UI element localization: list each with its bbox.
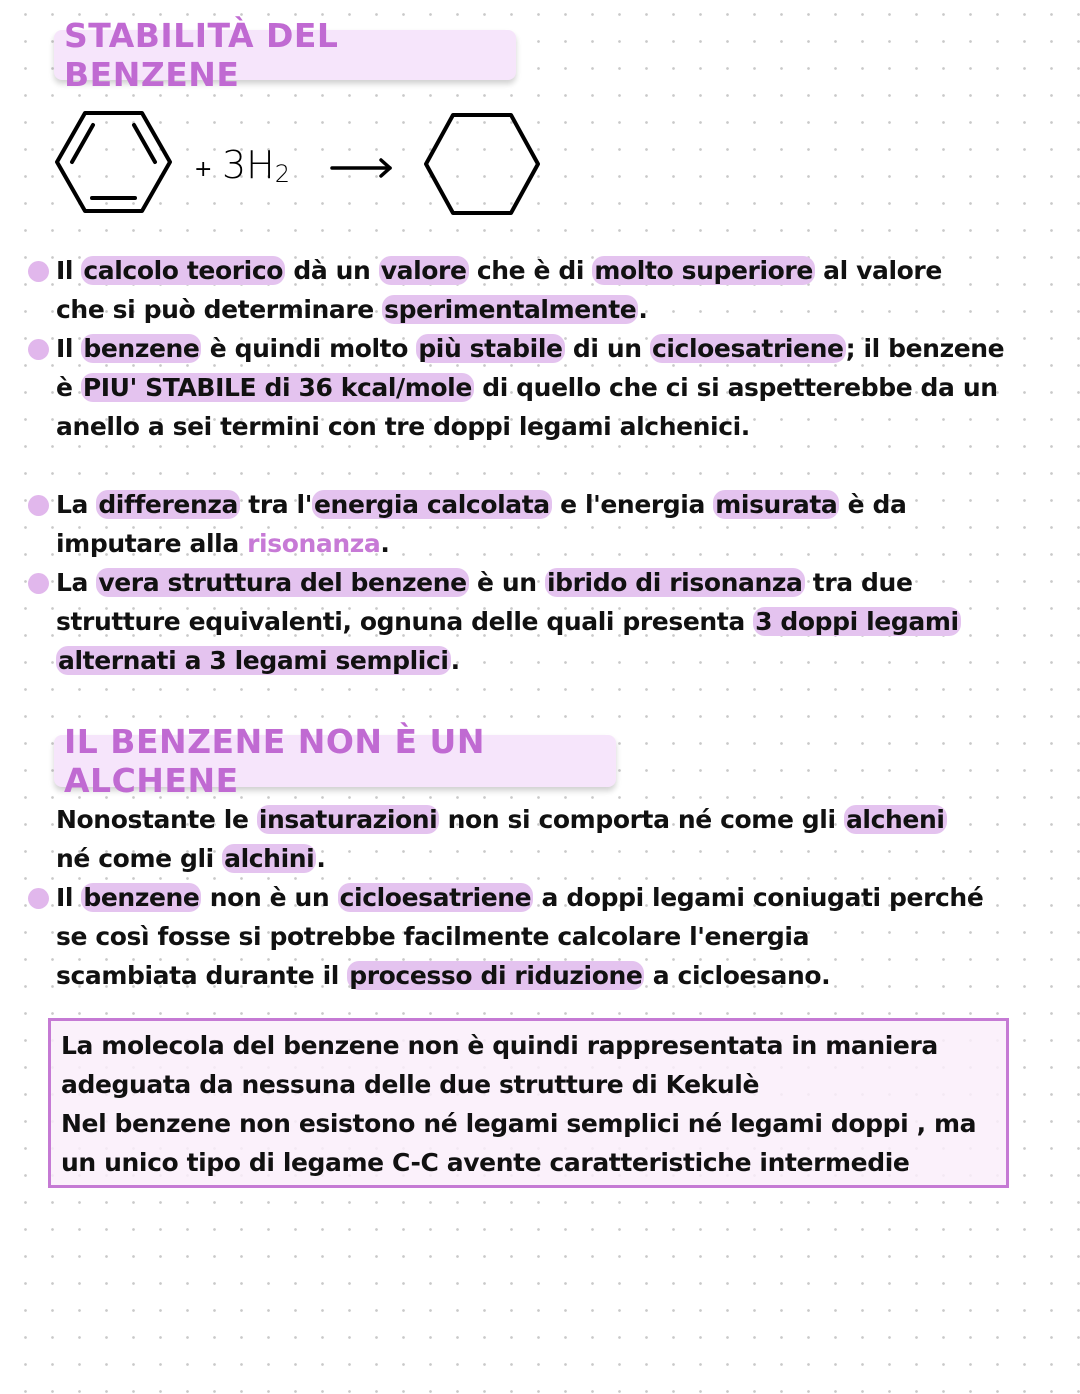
text-segment: a doppi legami coniugati perché (533, 883, 984, 912)
text-line (56, 800, 947, 839)
text-line (56, 290, 1004, 329)
highlighted-term: alternati a 3 legami semplici (58, 646, 449, 675)
highlighted-term: insaturazioni (258, 805, 438, 834)
text-line (56, 956, 983, 995)
text-segment: tra l' (240, 490, 312, 519)
stability-bullets-b (56, 485, 961, 680)
text-segment: ; il benzene (845, 334, 1005, 363)
text-segment: è quindi molto (201, 334, 417, 363)
text-segment: Il (56, 883, 82, 912)
bullet-dot-icon (28, 339, 49, 360)
text-segment: imputare alla (56, 529, 248, 558)
bullet-dot-icon (28, 261, 49, 282)
text-segment: . (316, 844, 326, 873)
text-segment: non è un (201, 883, 338, 912)
highlighted-term: più stabile (418, 334, 563, 363)
text-segment: è (56, 373, 81, 402)
text-line (56, 641, 961, 680)
text-segment: dà un (285, 256, 379, 285)
hydrogenation-reaction (0, 95, 1080, 235)
text-segment: se così fosse si potrebbe facilmente calcolare l'energia (56, 922, 810, 951)
conclusion-note-box (48, 1018, 1009, 1188)
text-segment: anello a sei termini con tre doppi legami alchenici. (56, 412, 750, 441)
text-segment: di un (564, 334, 650, 363)
text-segment: Il (56, 256, 82, 285)
note-line: un unico tipo di legame C-C avente caratteristiche intermedie (61, 1148, 910, 1177)
highlighted-term: misurata (715, 490, 838, 519)
text-segment: non si comporta né come gli (439, 805, 844, 834)
text-line (56, 839, 947, 878)
cyclohexane-ring-icon (426, 115, 538, 213)
stability-bullets-a (56, 251, 1004, 446)
text-segment: è un (468, 568, 545, 597)
note-line: adeguata da nessuna delle due strutture di Kekulè (61, 1070, 760, 1099)
text-line (56, 251, 1004, 290)
note-line: La molecola del benzene non è quindi rappresentata in maniera (61, 1031, 938, 1060)
highlighted-term: alcheni (845, 805, 945, 834)
not-alkene-intro (56, 800, 947, 878)
highlighted-term: differenza (98, 490, 238, 519)
colored-term: risonanza (247, 529, 381, 558)
text-segment: . (638, 295, 648, 324)
text-line (56, 407, 1004, 446)
reaction-arrow-icon (332, 160, 390, 176)
highlighted-term: alchini (224, 844, 315, 873)
highlighted-term: cicloesatriene (651, 334, 844, 363)
highlighted-term: energia calcolata (313, 490, 550, 519)
text-line (56, 602, 961, 641)
text-segment: e l'energia (551, 490, 714, 519)
highlighted-term: processo di riduzione (349, 961, 643, 990)
highlighted-term: 3 doppi legami (755, 607, 959, 636)
highlighted-term: cicloesatriene (339, 883, 532, 912)
highlighted-term: sperimentalmente (384, 295, 637, 324)
text-segment: che si può determinare (56, 295, 383, 324)
section-title-text: STABILITÀ DEL BENZENE (64, 16, 339, 94)
highlighted-term: benzene (83, 883, 200, 912)
note-line: Nel benzene non esistono né legami semplici né legami doppi , ma (61, 1109, 977, 1138)
section-title-stability (54, 16, 516, 94)
text-line (56, 878, 983, 917)
text-line (56, 329, 1004, 368)
text-line (56, 485, 961, 524)
bullet-dot-icon (28, 888, 49, 909)
text-segment: La (56, 490, 97, 519)
text-segment: scambiata durante il (56, 961, 348, 990)
plus-sign: + (194, 157, 213, 182)
text-segment: strutture equivalenti, ognuna delle quali presenta (56, 607, 754, 636)
benzene-ring-icon (57, 113, 170, 211)
section-title-text: IL BENZENE NON È UN ALCHENE (64, 722, 485, 800)
bullet-dot-icon (28, 495, 49, 516)
text-line (56, 917, 983, 956)
highlighted-term: calcolo teorico (83, 256, 284, 285)
text-segment: . (450, 646, 460, 675)
text-segment: che è di (468, 256, 593, 285)
text-segment: di quello che ci si aspetterebbe da un (473, 373, 998, 402)
highlighted-term: molto superiore (594, 256, 813, 285)
highlighted-term: ibrido di risonanza (546, 568, 803, 597)
text-line (56, 524, 961, 563)
section-title-not-alkene (54, 722, 616, 800)
not-alkene-bullet (56, 878, 983, 995)
highlighted-term: benzene (83, 334, 200, 363)
text-segment: La (56, 568, 97, 597)
text-line (56, 368, 1004, 407)
highlighted-term: PIU' STABILE di 36 kcal/mole (82, 373, 472, 402)
highlighted-term: valore (380, 256, 467, 285)
text-segment: né come gli (56, 844, 223, 873)
text-line (56, 563, 961, 602)
reagent-formula: 3H2 (222, 143, 291, 188)
text-segment: . (380, 529, 390, 558)
text-segment: Il (56, 334, 82, 363)
text-segment: tra due (804, 568, 913, 597)
text-segment: a cicloesano. (644, 961, 831, 990)
text-segment: al valore (814, 256, 942, 285)
highlighted-term: vera struttura del benzene (98, 568, 467, 597)
text-segment: Nonostante le (56, 805, 257, 834)
bullet-dot-icon (28, 573, 49, 594)
text-segment: è da (839, 490, 907, 519)
